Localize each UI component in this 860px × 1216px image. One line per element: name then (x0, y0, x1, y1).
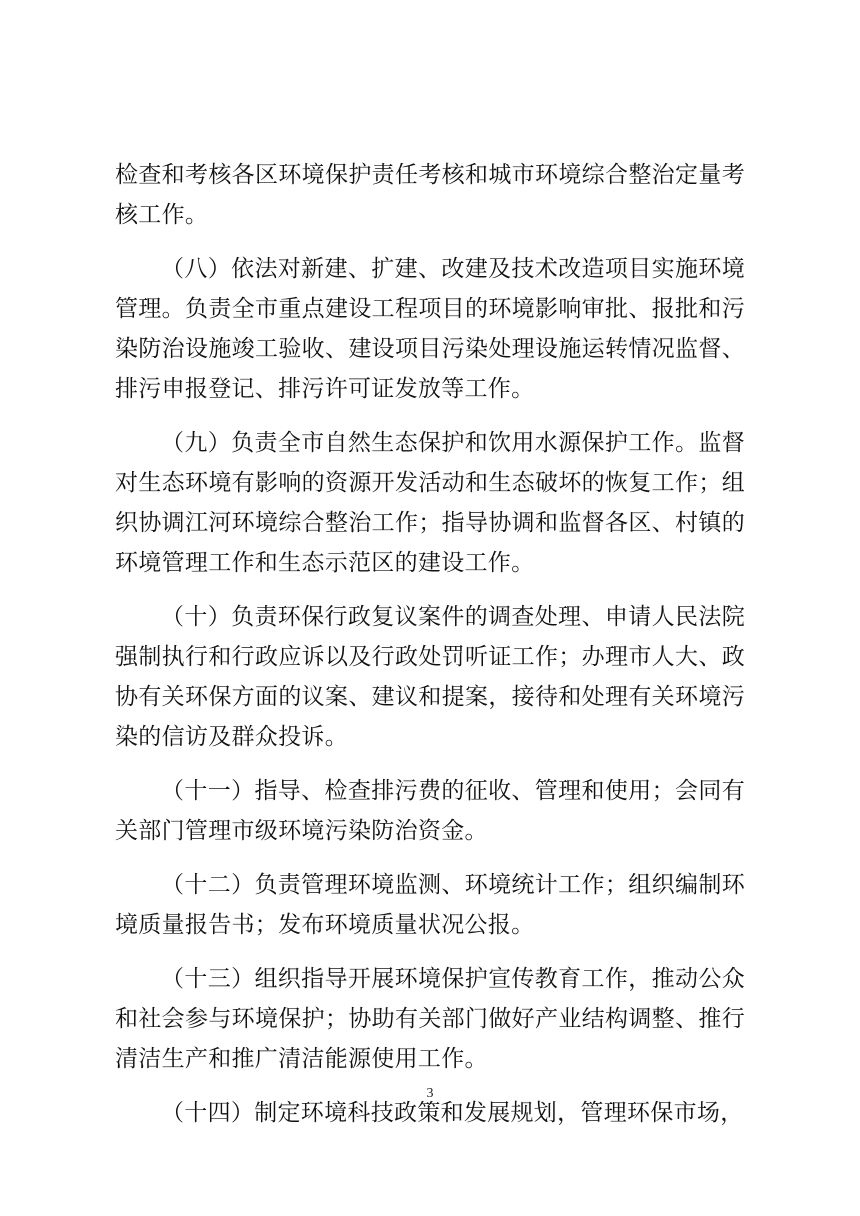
paragraph-item-8: （八）依法对新建、扩建、改建及技术改造项目实施环境管理。负责全市重点建设工程项目的环境影响审批、报批和污染防治设施竣工验收、建设项目污染处理设施运转情况监督、排污申报登记、排污许可证发放等工作。 (115, 256, 745, 402)
paragraph-item-14: （十四）制定环境科技政策和发展规划，管理环保市场， (161, 1100, 744, 1126)
paragraph-item-10: （十）负责环保行政复议案件的调查处理、申请人民法院强制执行和行政应诉以及行政处罚听证工作；办理市人大、政协有关环保方面的议案、建议和提案，接待和处理有关环境污染的信访及群众投诉。 (115, 604, 745, 750)
page-number: 3 (426, 1086, 434, 1101)
paragraph-item-13: （十三）组织指导开展环境保护宣传教育工作，推动公众和社会参与环境保护；协助有关部门做好产业结构调整、推行清洁生产和推广清洁能源使用工作。 (115, 966, 745, 1072)
paragraph-continuation: 检查和考核各区环境保护责任考核和城市环境综合整治定量考核工作。 (115, 162, 745, 228)
paragraph-item-11: （十一）指导、检查排污费的征收、管理和使用；会同有关部门管理市级环境污染防治资金。 (115, 778, 745, 844)
document-body (115, 155, 745, 1147)
paragraph-item-9: （九）负责全市自然生态保护和饮用水源保护工作。监督对生态环境有影响的资源开发活动和生态破坏的恢复工作；组织协调江河环境综合整治工作；指导协调和监督各区、村镇的环境管理工作和生态示范区的建设工作。 (115, 430, 745, 576)
paragraph-item-12: （十二）负责管理环境监测、环境统计工作；组织编制环境质量报告书；发布环境质量状况公报。 (115, 872, 745, 938)
